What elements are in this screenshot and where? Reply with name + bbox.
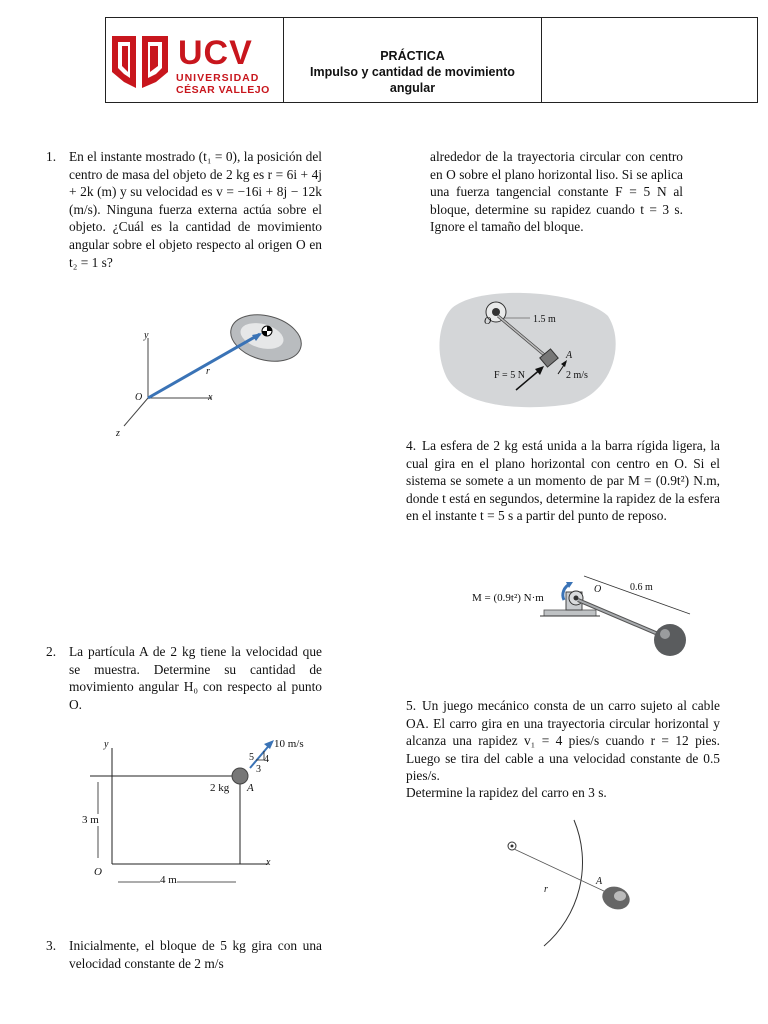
- problem-3-continuation: alrededor de la trayectoria circular con centro en O sobre el plano horizontal liso. Si se aplica una fuerza tangencial constante F = 5 N al bloque, determine su rapidez cuando t = 3 s. Ignore el tamaño del bloque.: [430, 149, 683, 235]
- fig2-label-origin: O: [94, 866, 102, 878]
- title-subject: Impulso y cantidad de movimiento: [310, 65, 515, 79]
- header-table: [105, 17, 758, 103]
- problem-3-text: Inicialmente, el bloque de 5 kg gira con una velocidad constante de 2 m/s: [69, 938, 322, 971]
- figure-2-particle-diagram: [88, 738, 288, 888]
- fig2-label-mass: 2 kg: [210, 782, 230, 794]
- problem-5-text: Un juego mecánico consta de un carro sujeto al cable OA. El carro gira en una trayectoria circular horizontal y alcanza una rapidez v₁ = 4 pies/s cuando r = 12 pies. Luego se tira del cable a una velocidad constante de 0.5 pies/s.: [406, 698, 720, 784]
- fig2-label-width: 4 m: [160, 874, 177, 886]
- fig2-label-slope-5: 5: [249, 752, 254, 763]
- fig5-label-point-a: A: [596, 876, 603, 887]
- title-practica: PRÁCTICA: [380, 49, 445, 63]
- problem-2-text: La partícula A de 2 kg tiene la velocidad que se muestra. Determine su cantidad de movimiento angular H₀ con respecto al punto O.: [69, 644, 322, 712]
- figure-5-cable-car-diagram: [494, 818, 654, 958]
- problem-5-text-2: Determine la rapidez del carro en 3 s.: [406, 785, 607, 800]
- header-blank-cell: [542, 18, 757, 102]
- fig3-label-origin: O: [484, 316, 492, 327]
- problem-4-number: 4.: [406, 438, 417, 453]
- fig1-label-x: x: [208, 392, 213, 403]
- fig2-label-x: x: [266, 857, 271, 868]
- fig2-label-slope-4: 4: [264, 754, 269, 765]
- fig3-label-point-a: A: [566, 350, 573, 361]
- fig3-label-radius: 1.5 m: [533, 314, 556, 325]
- fig2-label-slope-3: 3: [256, 764, 261, 775]
- fig4-label-origin: O: [594, 584, 602, 595]
- fig1-label-y: y: [144, 330, 149, 341]
- figure-3-block-diagram: [440, 290, 620, 410]
- title-subject-cont: angular: [389, 81, 436, 95]
- problem-3-number: 3.: [46, 938, 57, 953]
- ucv-shield-logo: [110, 32, 170, 92]
- problem-1-text: En el instante mostrado (t₁ = 0), la posición del centro de masa del objeto de 2 kg es r = 6i + 4j + 2k (m) y su velocidad es v = −16i + 8j − 12k (m/s). Ninguna fuerza externa actúa sobre el objeto. ¿Cuál es la cantidad de movimiento angular sobre el objeto respecto al origen O en t₂ = 1 s?: [69, 149, 322, 270]
- figure-4-sphere-bar-diagram: [540, 570, 700, 660]
- fig1-label-z: z: [116, 428, 120, 439]
- logo-universidad: UNIVERSIDAD: [176, 72, 260, 84]
- fig2-label-speed: 10 m/s: [274, 738, 304, 750]
- problem-5-number: 5.: [406, 698, 417, 713]
- fig2-label-y: y: [104, 739, 109, 750]
- logo-cesar-vallejo: CÉSAR VALLEJO: [176, 84, 270, 96]
- figure-1-position-diagram: [112, 308, 312, 448]
- fig4-label-moment: M = (0.9t²) N·m: [472, 592, 544, 604]
- fig4-label-length: 0.6 m: [630, 582, 653, 593]
- logo-ucv: UCV: [178, 34, 253, 72]
- fig1-label-r: r: [206, 366, 210, 377]
- problem-2-number: 2.: [46, 644, 57, 659]
- fig3-label-speed: 2 m/s: [566, 370, 588, 381]
- fig5-label-r: r: [544, 884, 548, 895]
- header-title-cell: [284, 18, 542, 102]
- fig1-label-origin: O: [135, 392, 143, 403]
- problem-4-text: La esfera de 2 kg está unida a la barra rígida ligera, la cual gira en el plano horizontal con centro en O. Si el sistema se somete a un momento de par M = (0.9t²) N.m, donde t está en segundos, determine la rapidez de la esfera en el instante t = 5 s a partir del punto de reposo.: [406, 438, 720, 524]
- logo-cell: [106, 18, 284, 102]
- fig3-label-force: F = 5 N: [494, 370, 525, 381]
- fig2-label-point-a: A: [247, 782, 254, 794]
- problem-1-number: 1.: [46, 149, 57, 164]
- fig2-label-height: 3 m: [82, 814, 99, 826]
